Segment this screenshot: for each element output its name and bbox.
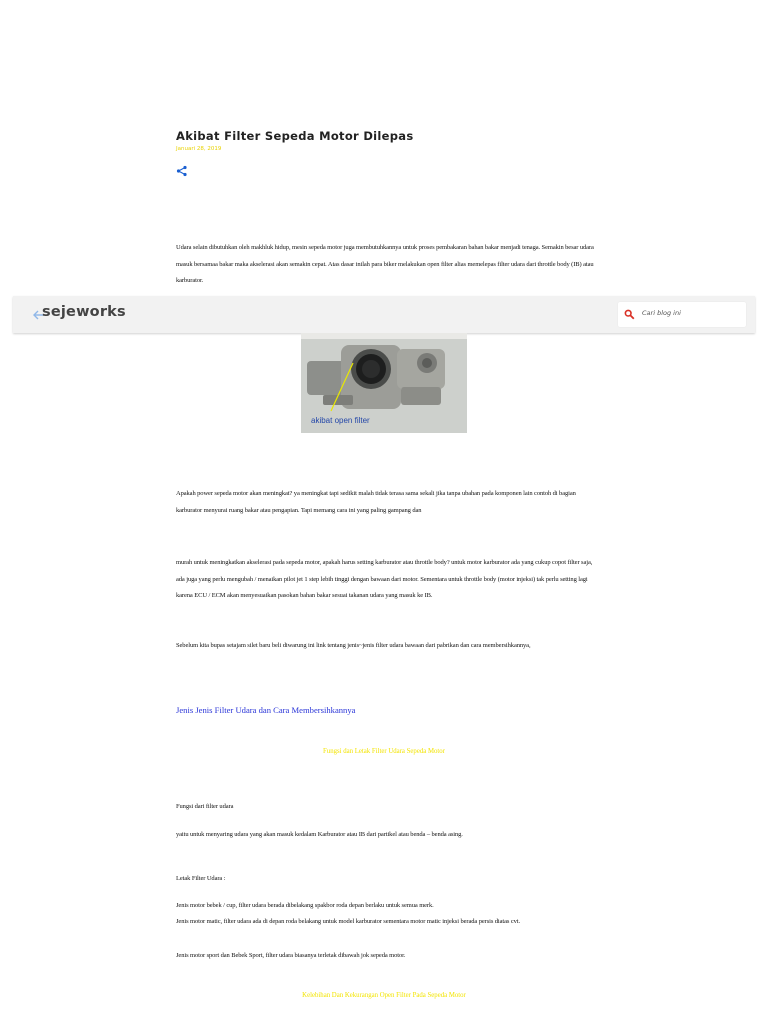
post-paragraph: Fungsi dari filter udara bbox=[176, 803, 234, 810]
link-kelebihan-kekurangan[interactable]: Kelebihan Dan Kekurangan Open Filter Pada Sepeda Motor bbox=[302, 992, 466, 999]
post-paragraph: yaitu untuk menyaring udara yang akan masuk kedalam Karburator atau IB dari partikel atau benda – benda asing. bbox=[176, 831, 463, 838]
post-paragraph: Jenis motor bebek / cup, filter udara berada dibelakang spakbor roda depan berlaku untuk semua merk. bbox=[176, 902, 434, 909]
post-image bbox=[301, 333, 467, 433]
post-title: Akibat Filter Sepeda Motor Dilepas bbox=[176, 129, 414, 143]
blog-header-bar bbox=[13, 296, 755, 333]
post-paragraph: Jenis motor sport dan Bebek Sport, filter udara biasanya terletak dibawah jok sepeda motor. bbox=[176, 952, 406, 959]
post-paragraph: Sebelum kita bupas setajam silet baru beli diwarung ini link tentang jenis~jenis filter udara bawaan dari pabrikan dan cara membersihkannya, bbox=[176, 642, 531, 649]
link-jenis-filter[interactable]: Jenis Jenis Filter Udara dan Cara Membersihkannya bbox=[176, 705, 356, 715]
blog-name[interactable]: sejeworks bbox=[42, 304, 126, 320]
post-paragraph: murah untuk meningkatkan akselerasi pada sepeda motor, apakah harus setting karburator atau throttle body? untuk motor karburator ada yang cukup copot filter saja, ada juga yang perlu mengubah / menaikan pilot jet 1 step lebih tinggi dengan bawaan dari motor. Sementara untuk throttle body (motor injeksi) tak perlu setting lagi karena ECU / ECM akan menyesuaikan pasokan bahan bakar sesuai takanan udara yang masuk ke IB. bbox=[176, 559, 593, 600]
search-box[interactable] bbox=[618, 302, 746, 327]
post-paragraph: Letak Filter Udara : bbox=[176, 875, 226, 882]
share-icon[interactable] bbox=[176, 165, 188, 177]
link-fungsi-letak[interactable]: Fungsi dan Letak Filter Udara Sepeda Motor bbox=[323, 748, 445, 755]
post-date[interactable]: Januari 28, 2019 bbox=[176, 146, 222, 152]
post-paragraph: Udara selain dibutuhkan oleh makhluk hidup, mesin sepeda motor juga membutuhkannya untuk proses pembakaran bahan bakar menjadi tenaga. Semakin besar udara masuk bersamaa bakar maka akselerasi akan semakin cepat. Atas dasar inilah para biker melakukan open filter alias memelepas filter udara dari throttle body (IB) atau karburator. bbox=[176, 244, 594, 285]
image-caption: akibat open filter bbox=[311, 416, 370, 425]
post-paragraph: Jenis motor matic, filter udara ada di depan roda belakang untuk model karburator sementara motor matic injeksi berada persis diatas cvt. bbox=[176, 918, 521, 925]
post-paragraph: Apakah power sepeda motor akan meningkat? ya meningkat tapi sedikit malah tidak terasa sama sekali jika tanpa ubahan pada komponen lain contoh di bagian karburator menyurai ruang bakar atau pengapian. Tapi memang cara ini yang paling gampang dan bbox=[176, 490, 576, 514]
search-icon[interactable] bbox=[624, 309, 635, 320]
search-input[interactable] bbox=[642, 304, 740, 322]
